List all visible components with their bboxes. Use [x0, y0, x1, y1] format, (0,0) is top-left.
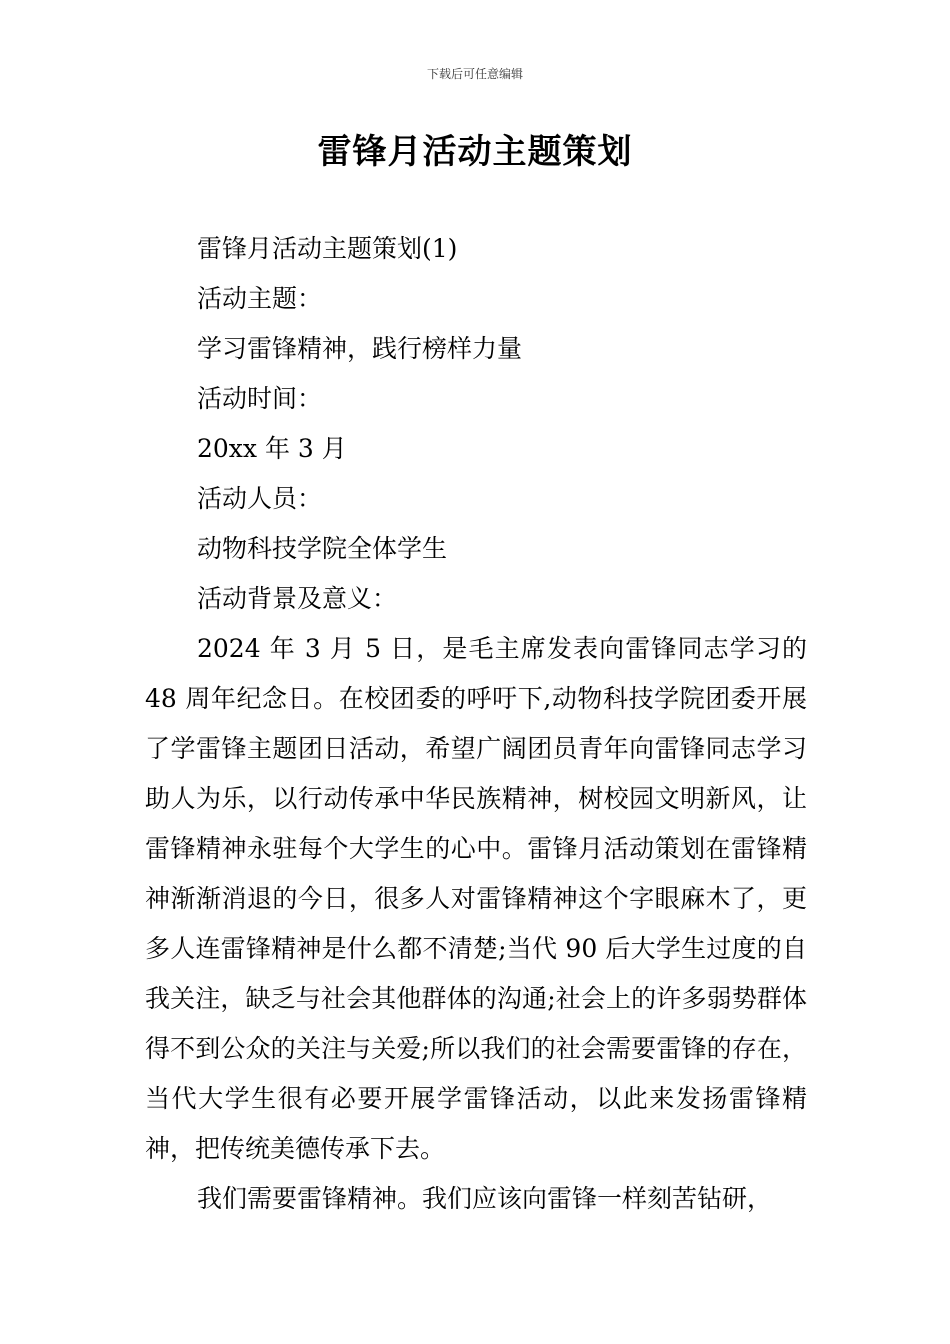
time-value: 20xx 年 3 月 — [197, 434, 347, 463]
spirit-paragraph: 我们需要雷锋精神。我们应该向雷锋一样刻苦钻研， — [197, 1184, 773, 1213]
background-label: 活动背景及意义： — [197, 584, 398, 613]
participants-label: 活动人员： — [197, 484, 323, 513]
header-note: 下载后可任意编辑 — [426, 67, 523, 81]
background-paragraph: 2024 年 3 月 5 日，是毛主席发表向雷锋同志学习的 48 周年纪念日。在校团委的呼吁下,动物科技学院团委开展了学雷锋主题团日活动，希望广阔团员青年向雷锋同志学习助人为乐，以行动传承中华民族精神，树校园文明新风，让雷锋精神永驻每个大学生的心中。雷锋月活动策划在雷锋精神渐渐消退的今日，很多人对雷锋精神这个字眼麻木了，更多人连雷锋精神是什么都不清楚;当代 90 后大学生过度的自我关注，缺乏与社会其他群体的沟通;社会上的许多弱势群体得不到公众的关注与关爱;所以我们的社会需要雷锋的存在，当代大学生很有必要开展学雷锋活动，以此来发扬雷锋精神，把传统美德传承下去。 — [145, 634, 807, 1163]
document-body — [145, 224, 807, 1224]
theme-label: 活动主题： — [197, 284, 323, 313]
document-title: 雷锋月活动主题策划 — [317, 132, 633, 172]
participants-value: 动物科技学院全体学生 — [197, 534, 448, 563]
theme-value: 学习雷锋精神，践行榜样力量 — [197, 334, 523, 363]
section-subtitle: 雷锋月活动主题策划(1) — [197, 234, 458, 263]
time-label: 活动时间： — [197, 384, 323, 413]
